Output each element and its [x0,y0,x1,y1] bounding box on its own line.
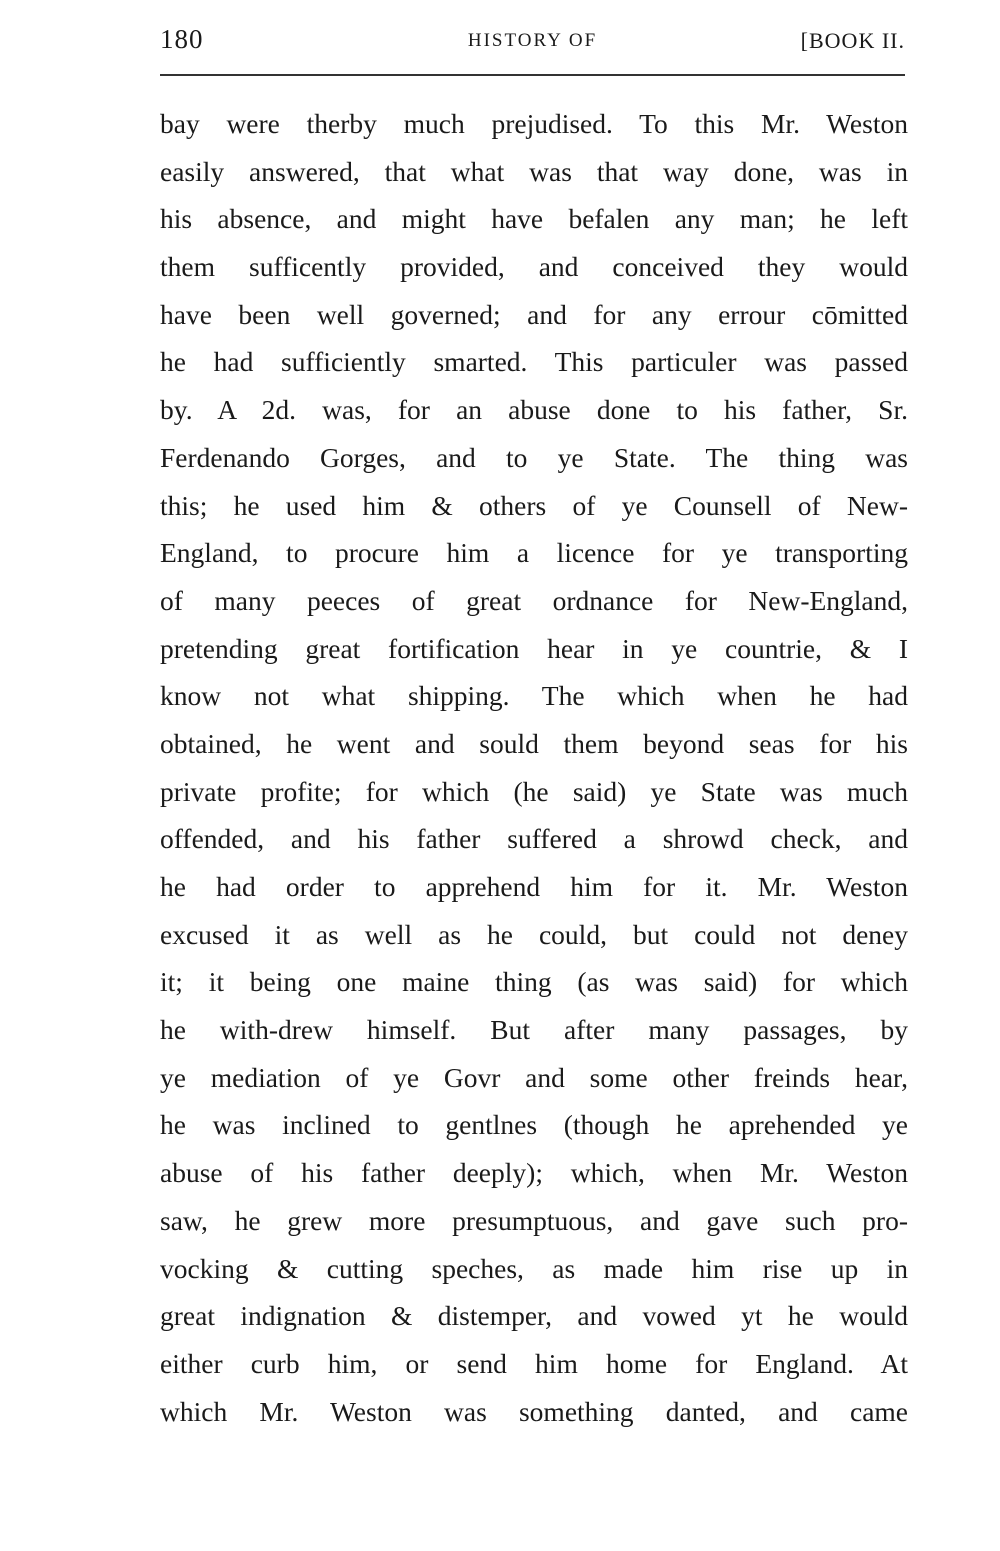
page-header [160,24,905,64]
text-line: Ferdenando Gorges, and to ye State. The thing was [160,441,908,473]
text-line: private profite; for which (he said) ye State was much [160,775,908,807]
text-line: great indignation & distemper, and vowed yt he would [160,1300,908,1332]
text-line: vocking & cutting speches, as made him rise up in [160,1252,908,1284]
text-line: either curb him, or send him home for England. At [160,1347,908,1379]
header-rule [160,74,905,76]
text-line: obtained, he went and sould them beyond seas for his [160,727,908,759]
book-section: [BOOK II. [800,28,905,53]
text-line: abuse of his father deeply); which, when Mr. Weston [160,1157,908,1189]
text-line: by. A 2d. was, for an abuse done to his father, Sr. [160,394,908,426]
text-line: he with-drew himself. But after many passages, by [160,1014,908,1046]
text-line: it; it being one maine thing (as was said) for which [160,966,908,998]
text-line: of many peeces of great ordnance for New-England, [160,584,908,616]
text-line: his absence, and might have befalen any man; he left [160,203,908,235]
text-line: bay were therby much prejudised. To this Mr. Weston [160,108,908,139]
text-line: which Mr. Weston was something danted, and came [160,1395,908,1427]
page-number: 180 [160,24,204,54]
running-title: HISTORY OF [467,30,598,51]
text-line: he had order to apprehend him for it. Mr. Weston [160,871,908,902]
text-line: he was inclined to gentlnes (though he aprehended ye [160,1109,908,1141]
text-line: ye mediation of ye Govr and some other freinds hear, [160,1061,908,1093]
text-line: easily answered, that what was that way done, was in [160,155,908,187]
text-line: excused it as well as he could, but could not deney [160,918,908,950]
text-line: saw, he grew more presumptuous, and gave such pro- [160,1204,908,1236]
text-line: know not what shipping. The which when he had [160,680,908,712]
text-line: have been well governed; and for any errour cōmitted [160,298,908,330]
text-line: offended, and his father suffered a shrowd check, and [160,823,908,855]
text-line: this; he used him & others of ye Counsell of New- [160,489,908,521]
text-line: England, to procure him a licence for ye transporting [160,537,908,569]
text-line: pretending great fortification hear in ye countrie, & I [160,632,908,664]
text-line: them sufficently provided, and conceived they would [160,251,908,283]
body-text [160,100,908,1435]
text-line: he had sufficiently smarted. This particuler was passed [160,346,908,378]
